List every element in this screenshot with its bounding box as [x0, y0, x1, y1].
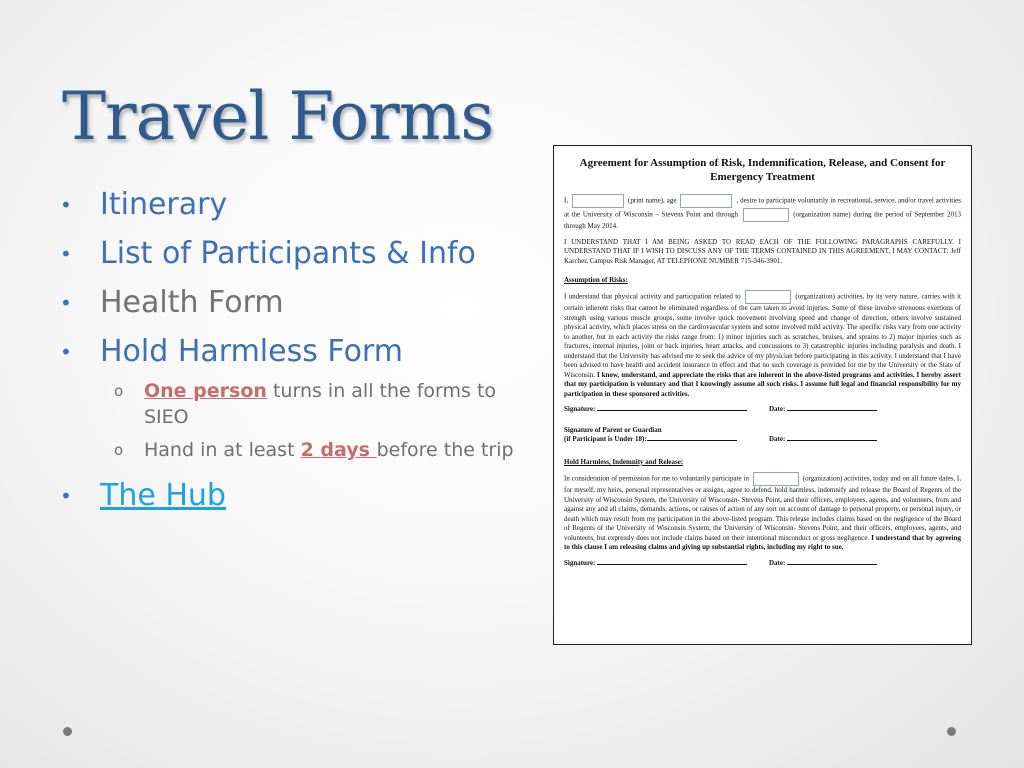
bullet-dot: • [60, 484, 72, 508]
two-days-highlight: 2 days [300, 439, 377, 461]
one-person-highlight: One person [144, 380, 267, 402]
assumption-part-2: (organization) activities, by its very nature, carries with it certain inherent risks that cannot be eliminated regardless of the care taken to avoid injuries. Some of these involve strenuous exertions of strength using various muscle groups, some involve quick movement involving speed and change of direction, others involve sustained physical activity, which places stress on the cardiovascular system and some involved mild activity. The specific risks vary from one activity to another, but in each activity the risks range from: 1) minor injuries such as scratches, bruises, and sprains to 2) major injuries such as fractures, internal injuries, joint or back injuries, heart attacks, and concussions to 3) catastrophic injuries including paralysis and death. I understand that the University has advised me to seek the advice of my physician before participating in this activity. I understand that I have been advised to have health and accident insurance in effect and that no such coverage is provided for me by the University or the State of Wisconsin. [564, 292, 962, 379]
assumption-paragraph [564, 290, 961, 399]
print-name-field [572, 194, 624, 208]
agreement-title: Agreement for Assumption of Risk, Indemnification, Release, and Consent for Emergency Treatment [579, 157, 946, 183]
hand-in-pre: Hand in at least [144, 439, 301, 461]
agreement-form-image [553, 145, 972, 645]
harmless-part-1: In consideration of permission for me to voluntarily participate in [564, 474, 749, 483]
intro-part-4: (organization name) during the period of September 2013 through May 2014. [564, 210, 961, 230]
signature-text: Signature: [564, 405, 596, 413]
final-signature-row [564, 559, 961, 568]
agreement-intro [564, 194, 961, 232]
date-label [769, 405, 877, 414]
date-line [787, 410, 877, 411]
parent-sig-line1: Signature of Parent or Guardian [564, 426, 662, 434]
final-date-text: Date: [769, 558, 786, 567]
bullet-harmless [60, 329, 530, 378]
the-hub-link[interactable]: The Hub [100, 478, 226, 513]
age-field [680, 194, 732, 208]
nav-dot-left[interactable] [63, 727, 72, 736]
nav-dot-right[interactable] [947, 727, 956, 736]
organization-name-field [743, 208, 789, 222]
sub-bullet-hand-in [114, 437, 530, 463]
parent-sig-line2: (if Participant is Under 18): [564, 435, 647, 443]
final-signature-line [597, 564, 747, 565]
parent-date-line [787, 440, 877, 441]
sub-bullet-one-person [114, 378, 530, 430]
bullet-participants [60, 231, 530, 280]
parent-date-text: Date: [769, 435, 786, 443]
assumption-part-1: I understand that physical activity and participation related to [564, 292, 741, 301]
bullet-itinerary [60, 182, 530, 231]
final-date-label [769, 559, 877, 568]
bullet-health [60, 280, 530, 329]
final-date-line [787, 564, 877, 565]
bullet-hub [60, 473, 530, 522]
parent-signature-label [564, 426, 769, 444]
harmless-bold: I understand that by agreeing to this clause I am releasing claims and giving up substantial rights, including my right to sue. [564, 533, 961, 551]
hand-in-post: before the trip [376, 439, 514, 461]
harmless-heading: Hold Harmless, Indemnity and Release: [564, 458, 684, 466]
parent-date-label [769, 435, 877, 444]
bullet-dot: • [60, 242, 72, 266]
organization-field [745, 290, 791, 304]
parent-signature-row [564, 426, 961, 444]
assumption-bold: I know, understand, and appreciate the risks that are inherent in the above-listed programs and activities. I hereby assert that my participation is voluntary and that I knowingly assume all such risks. I assume full legal and financial responsibility for my participation in these sponsored activities. [564, 370, 962, 398]
intro-part-1: I, [564, 196, 569, 205]
intro-part-2: (print name), age [628, 196, 677, 205]
bullet-dot: • [60, 193, 72, 217]
final-signature-label [564, 559, 769, 568]
final-signature-text: Signature: [564, 558, 596, 567]
bullet-participants-text: List of Participants & Info [100, 236, 476, 271]
bullet-dot: • [60, 340, 72, 364]
parent-signature-line [647, 440, 737, 441]
agreement-notice: I UNDERSTAND THAT I AM BEING ASKED TO READ EACH OF THE FOLLOWING PARAGRAPHS CAREFULLY. I UNDERSTAND THAT IF I WISH TO DISCUSS ANY OF THE TERMS CONTAINED IN THIS AGREEMENT, I MAY CONTACT: Jeff Karcher, Campus Risk Manager, AT TELEPHONE NUMBER 715-346-3901. [564, 237, 961, 265]
intro-part-3: , desire to participate voluntarily in recreational, service, and/or travel activities at the University of Wisconsin – Stevens Point and through [564, 196, 962, 219]
signature-label [564, 405, 769, 414]
bullet-list [60, 182, 530, 522]
signature-row [564, 405, 961, 414]
harmless-organization-field [753, 472, 799, 486]
sub-bullet-list [60, 378, 530, 463]
bullet-dot: • [60, 291, 72, 315]
sub-bullet-hand-in-text [144, 437, 524, 463]
harmless-paragraph [564, 472, 961, 553]
sub-bullet-marker: o [114, 441, 124, 459]
sub-bullet-one-person-text [144, 378, 524, 430]
bullet-harmless-text: Hold Harmless Form [100, 334, 403, 369]
slide-title: Travel Forms [62, 78, 494, 155]
one-person-rest: turns in all the forms to SIEO [144, 380, 497, 428]
sub-bullet-marker: o [114, 382, 124, 400]
bullet-itinerary-text: Itinerary [100, 187, 228, 222]
harmless-part-2: (organization) activities, today and on all future dates, I, for myself, my heirs, personal representatives or assigns, agree to defend, hold harmless, indemnify and release the Board of Regents of the University of Wisconsin System, the University of Wisconsin- Stevens Point, and their officers, employees, agents, and volunteers, from and against any and all claims, demands, actions, or causes of action of any sort on account of damage to personal property, or personal injury, or death which may result from my participation in the above-listed program. This release includes claims based on the negligence of the Board of Regents of the University of Wisconsin System, the University of Wisconsin- Stevens Point, and their officers, employees, agents, and volunteers, but expressly does not include claims based on their intentional misconduct or gross negligence. [564, 474, 961, 542]
date-text: Date: [769, 405, 786, 413]
signature-line [597, 410, 747, 411]
bullet-health-text: Health Form [100, 285, 284, 320]
assumption-heading: Assumption of Risks: [564, 276, 628, 284]
